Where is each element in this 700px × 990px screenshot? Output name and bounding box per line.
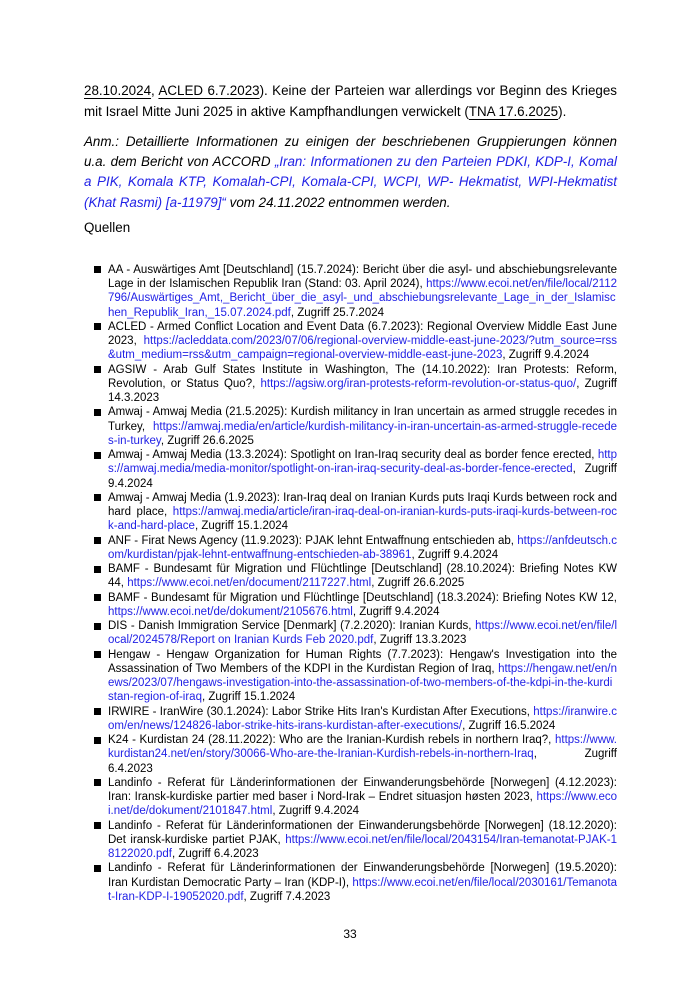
source-item xyxy=(84,534,617,563)
text-run: Hengaw - Hengaw Organization for Human Rights (7.7.2023): Hengaw's Investigation into the Assassination of Two Members of the KDPI in the Kurdistan Region of Iraq, xyxy=(108,648,617,675)
text-run: ANF - Firat News Agency (11.9.2023): PJAK lehnt Entwaffnung entschieden ab, xyxy=(108,534,518,547)
bullet-square-icon xyxy=(94,409,101,416)
text-run: , Zugriff 15.1.2024 xyxy=(201,691,296,704)
source-item xyxy=(84,562,617,591)
text-run: Amwaj - Amwaj Media (21.5.2025): Kurdish militancy in Iran uncertain as armed struggle recedes in Turkey, xyxy=(108,406,617,433)
text-run: ). xyxy=(558,104,567,119)
bullet-square-icon xyxy=(94,779,101,786)
hyperlink[interactable]: https://hengaw.net/en/news/2023/07/hengaws-investigation-into-the-assassination-of-two-members-of-the-kdpi-in-the-kurdistan-region-of-iraq xyxy=(108,662,617,704)
sources-heading: Quellen xyxy=(84,219,131,235)
text-run: , Zugriff 9.4.2024 xyxy=(502,349,590,362)
hyperlink[interactable]: https://www.ecoi.net/en/file/local/2112796/Auswärtiges_Amt,_Bericht_über_die_asyl-_und_abschiebungsrelevante_Lage_in_der_Islamischen_Republik_Iran,_15.07.2024.pdf xyxy=(108,278,617,319)
bullet-square-icon xyxy=(94,494,101,501)
hyperlink[interactable]: https://amwaj.media/article/iran-iraq-deal-on-iranian-kurds-puts-iraqi-kurds-between-rock-and-hard-place xyxy=(108,506,617,533)
text-run: , Zugriff 14.3.2023 xyxy=(108,377,617,405)
text-run: , Zugriff 9.4.2024 xyxy=(411,548,499,561)
bullet-square-icon xyxy=(94,651,101,658)
reference-link[interactable]: ACLED 6.7.2023 xyxy=(158,83,260,98)
source-item xyxy=(84,320,617,363)
hyperlink[interactable]: https://www.ecoi.net/en/file/local/2030161/Temanotat-Iran-KDP-I-19052020.pdf xyxy=(108,876,617,903)
text-run: , Zugriff 9.4.2024 xyxy=(352,605,440,618)
text-run: Amwaj - Amwaj Media (1.9.2023): Iran-Iraq deal on Iranian Kurds puts Iraqi Kurds between rock and hard place, xyxy=(108,491,617,519)
source-item xyxy=(84,405,617,448)
hyperlink[interactable]: https://www.ecoi.net/de/dokument/2101847.html xyxy=(108,791,617,818)
bullet-square-icon xyxy=(94,822,101,829)
source-item xyxy=(84,619,617,648)
text-run: K24 - Kurdistan 24 (28.11.2022): Who are the Iranian-Kurdish rebels in northern Iraq?, xyxy=(108,734,555,747)
source-item xyxy=(84,591,617,620)
text-run: , xyxy=(151,83,159,98)
bullet-square-icon xyxy=(94,566,101,573)
text-run: , Zugriff 6.4.2023 xyxy=(108,748,617,775)
text-run: AA - Auswärtiges Amt [Deutschland] (15.7.2024): Bericht über die asyl- und abschiebungsrelevante Lage in der Islamischen Republik Iran (Stand: 03. April 2024), xyxy=(108,263,617,291)
text-run: Landinfo - Referat für Länderinformationen der Einwanderungsbehörde [Norwegen] (19.5.2020): Iran Kurdistan Democratic Party – Iran (KDP-I), xyxy=(108,862,617,889)
bullet-square-icon xyxy=(94,452,101,459)
text-run: , Zugriff 7.4.2023 xyxy=(243,890,331,903)
source-item xyxy=(84,705,617,734)
reference-link[interactable]: TNA 17.6.2025 xyxy=(468,104,559,119)
text-run: Anm.: Detaillierte Informationen zu einigen der beschriebenen Gruppierungen können u.a. dem Bericht von ACCORD xyxy=(84,134,617,170)
text-run: DIS - Danish Immigration Service [Denmark] (7.2.2020): Iranian Kurds, xyxy=(108,620,476,633)
text-run: BAMF - Bundesamt für Migration und Flüchtlinge [Deutschland] (18.3.2024): Briefing Notes KW 12, xyxy=(108,591,617,604)
text-run: Landinfo - Referat für Länderinformationen der Einwanderungsbehörde [Norwegen] (4.12.2023): Iran: Iransk-kurdiske partier med baser i Nord-Irak – Endret situasjon høsten 2023, xyxy=(108,776,617,804)
reference-link[interactable]: 28.10.2024 xyxy=(84,83,152,98)
text-run: , Zugriff 25.7.2024 xyxy=(290,306,385,319)
source-item xyxy=(84,733,617,776)
text-run: IRWIRE - IranWire (30.1.2024): Labor Strike Hits Iran's Kurdistan After Executions, xyxy=(108,705,534,718)
text-run: , Zugriff 13.3.2023 xyxy=(373,634,467,647)
source-item xyxy=(84,861,617,904)
hyperlink[interactable]: https://amwaj.media/media-monitor/spotlight-on-iran-iraq-security-deal-as-border-fence-erected xyxy=(108,449,617,476)
hyperlink[interactable]: https://acleddata.com/2023/07/06/regional-overview-middle-east-june-2023/?utm_source=rss&utm_medium=rss&utm_campaign=regional-overview-middle-east-june-2023 xyxy=(108,335,617,362)
text-run: Amwaj - Amwaj Media (13.3.2024): Spotlight on Iran-Iraq security deal as border fence erected, xyxy=(108,449,598,462)
text-run: , Zugriff 16.5.2024 xyxy=(462,719,556,732)
text-run: , Zugriff 9.4.2024 xyxy=(272,805,360,818)
source-item xyxy=(84,448,617,491)
bullet-square-icon xyxy=(94,594,101,601)
bullet-square-icon xyxy=(94,366,101,373)
hyperlink[interactable]: https://www.ecoi.net/en/document/2117227.html xyxy=(127,577,372,590)
hyperlink[interactable]: https://agsiw.org/iran-protests-reform-revolution-or-status-quo/ xyxy=(260,377,577,390)
text-run: ). Keine der Parteien war allerdings vor Beginn des Krieges mit Israel Mitte Juni 2025 in aktive Kampfhandlungen verwickelt ( xyxy=(84,83,618,119)
bullet-square-icon xyxy=(94,737,101,744)
text-run: AGSIW - Arab Gulf States Institute in Washington, The (14.10.2022): Iran Protests: Reform, Revolution, or Status Quo?, xyxy=(108,363,617,390)
bullet-square-icon xyxy=(94,323,101,330)
hyperlink[interactable]: https://www.ecoi.net/en/file/local/2024578/Report on Iranian Kurds Feb 2020.pdf xyxy=(108,620,617,647)
sources-list xyxy=(84,263,617,904)
text-run: , Zugriff 6.4.2023 xyxy=(171,848,259,861)
text-run: , Zugriff 9.4.2024 xyxy=(108,463,617,490)
hyperlink[interactable]: https://www.ecoi.net/en/file/local/2043154/Iran-temanotat-PJAK-18122020.pdf xyxy=(108,833,617,861)
hyperlink[interactable]: https://anfdeutsch.com/kurdistan/pjak-lehnt-entwaffnung-entschieden-ab-38961 xyxy=(108,534,617,561)
text-run: BAMF - Bundesamt für Migration und Flüchtlinge [Deutschland] (28.10.2024): Briefing Notes KW 44, xyxy=(108,563,617,590)
text-run: , Zugriff 26.6.2025 xyxy=(160,434,254,447)
source-item xyxy=(84,363,617,406)
text-run: Landinfo - Referat für Länderinformationen der Einwanderungsbehörde [Norwegen] (18.12.2020): Det iransk-kurdiske partiet PJAK, xyxy=(108,819,617,846)
text-run: , Zugriff 15.1.2024 xyxy=(194,520,289,533)
bullet-square-icon xyxy=(94,266,101,273)
bullet-square-icon xyxy=(94,623,101,630)
bullet-square-icon xyxy=(94,865,101,872)
page-content xyxy=(84,80,617,904)
hyperlink[interactable]: https://amwaj.media/en/article/kurdish-militancy-in-iran-uncertain-as-armed-struggle-recedes-in-turkey xyxy=(108,420,617,447)
text-run: ACLED - Armed Conflict Location and Event Data (6.7.2023): Regional Overview Middle East June 2023, xyxy=(108,320,617,348)
text-run: vom 24.11.2022 entnommen werden. xyxy=(225,194,451,210)
text-run: , Zugriff 26.6.2025 xyxy=(371,577,465,590)
note-paragraph xyxy=(84,132,617,213)
hyperlink[interactable]: https://www.ecoi.net/de/dokument/2105676.html xyxy=(108,605,353,618)
hyperlink[interactable]: https://iranwire.com/en/news/124826-labor-strike-hits-irans-kurdistan-after-executions/ xyxy=(108,705,617,732)
bullet-square-icon xyxy=(94,708,101,715)
bullet-square-icon xyxy=(94,537,101,544)
intro-paragraph xyxy=(84,80,617,122)
source-item xyxy=(84,776,617,819)
source-item xyxy=(84,491,617,534)
source-item xyxy=(84,648,617,705)
hyperlink[interactable]: https://www.kurdistan24.net/en/story/30066-Who-are-the-Iranian-Kurdish-rebels-in-northern-Iraq xyxy=(108,734,617,761)
source-item xyxy=(84,263,617,320)
source-item xyxy=(84,819,617,862)
hyperlink[interactable]: „Iran: Informationen zu den Parteien PDKI, KDP-I, Komala PIK, Komala KTP, Komalah-CPI, Komala-CPI, WCPI, WP- Hekmatist, WPI-Hekmatist (Khat Rasmi) [a-11979]“ xyxy=(84,154,617,210)
page-number: 33 xyxy=(343,927,357,941)
